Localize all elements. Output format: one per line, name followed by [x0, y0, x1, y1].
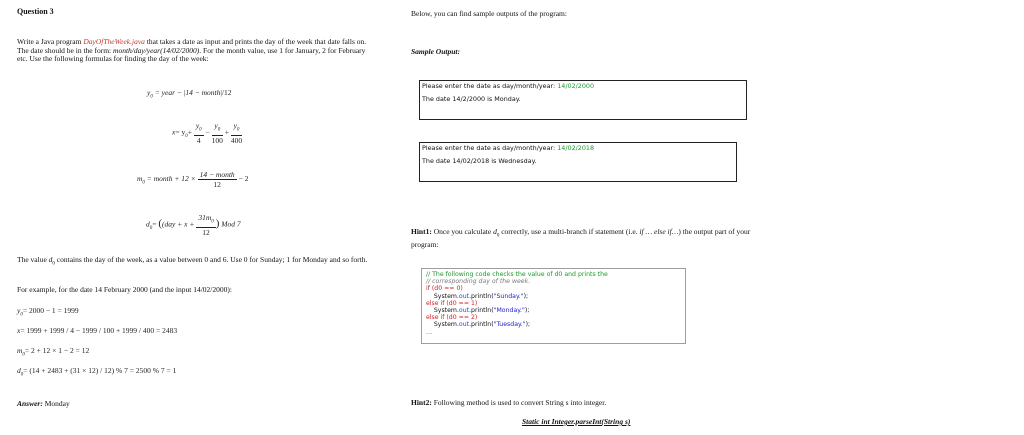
intro-part3: . For the month value, use 1 for January, 2 for February etc. Use the following formulas for finding the day of the week:	[17, 45, 366, 64]
code-else-if-2: else if (d0 == 2)	[426, 314, 478, 322]
code-print-1: System.out.println("Monday.");	[426, 307, 530, 315]
console-1-prompt-line	[420, 81, 746, 91]
code-else-if-1: else if (d0 == 1)	[426, 299, 478, 307]
example-line-m0: $m_0= 2 + 12 \times 1 - 2 = 12$	[17, 346, 90, 358]
value-explanation: The value $d_0$ contains the day of the week, as a value between 0 and 6. Use 0 for Sunday; 1 for Monday and so forth.	[17, 255, 368, 267]
console-2-prompt-line	[420, 143, 736, 153]
problem-statement	[17, 38, 372, 64]
console-2-prompt: Please enter the date as day/month/year:	[422, 144, 556, 152]
formula-y0: $y_0$ = year − |14 − month|/12	[147, 88, 232, 100]
hint2	[411, 399, 761, 408]
example-intro: For example, for the date 14 February 2000 (and the input 14/02/2000):	[17, 285, 232, 294]
sample-intro: Below, you can find sample outputs of the program:	[411, 9, 567, 18]
hint1: Hint1: Once you calculate $d_0$ correctly, use a multi-branch if statement (i.e. if … else if…) the output part of your program:	[411, 227, 751, 250]
sample-output-label: Sample Output:	[411, 47, 460, 56]
intro-part1: Write a Java program	[17, 37, 84, 46]
example-line-y0: $y_0= 2000 - 1 = 1999$	[17, 306, 79, 318]
formula-m0: $m_0$ = month + 12 × $\frac{\text{14 − month}}{12}$ − 2	[137, 170, 249, 189]
sample-output-box-1	[419, 80, 747, 120]
formula-x: $x= y_0+$ $\frac{y_0}{4}$ − $\frac{y_0}{100}$ + $\frac{y_0}{400}$	[172, 121, 243, 145]
answer-value: Monday	[44, 399, 70, 408]
code-comment-2: // corresponding day of the week.	[426, 278, 531, 286]
console-1-input: 14/02/2000	[557, 82, 595, 90]
console-2-result: The date 14/02/2018 is Wednesday.	[422, 157, 537, 165]
question-title: Question 3	[17, 7, 54, 16]
console-2-input: 14/02/2018	[557, 144, 595, 152]
code-comment-1: // The following code checks the value of d0 and prints the	[426, 271, 608, 278]
code-ellipsis: …	[426, 328, 433, 336]
program-name: DayOfTheWeek.java	[83, 37, 145, 46]
example-line-d0: $d_0= (14 + 2483 + (31 \times 12) / 12)$ % 7 = 2500 % 7 = 1	[17, 366, 177, 378]
example-line-x: x= 1999 + 1999 / 4 − 1999 / 100 + 1999 / 400 = 2483	[17, 326, 178, 335]
code-snippet	[422, 269, 685, 336]
code-snippet-box	[421, 268, 686, 344]
code-print-0: System.out.println("Sunday.");	[426, 292, 529, 300]
sample-output-box-2	[419, 142, 737, 182]
answer-label: Answer:	[17, 399, 43, 408]
code-if: if (d0 == 0)	[426, 285, 463, 293]
intro-part2: that takes a date as input and prints the day of the week that date falls on. The date should be in the form:	[17, 37, 367, 55]
hint2-text: Following method is used to convert String s into integer.	[431, 398, 607, 407]
formula-d0: $d_0= ((day + x$ + $\frac{31m_0}{12}$ ) Mod 7	[146, 213, 241, 237]
console-1-result: The date 14/2/2000 is Monday.	[422, 95, 521, 103]
console-1-prompt: Please enter the date as day/month/year:	[422, 82, 556, 90]
hint2-label: Hint2:	[411, 398, 432, 407]
hint1-label: Hint1:	[411, 227, 432, 236]
answer	[17, 400, 70, 409]
code-print-2: System.out.println("Tuesday.");	[426, 321, 531, 329]
date-form: month/day/year(14/02/2000)	[113, 45, 200, 55]
method-signature: Static int Integer.parseInt(String s)	[522, 417, 631, 426]
